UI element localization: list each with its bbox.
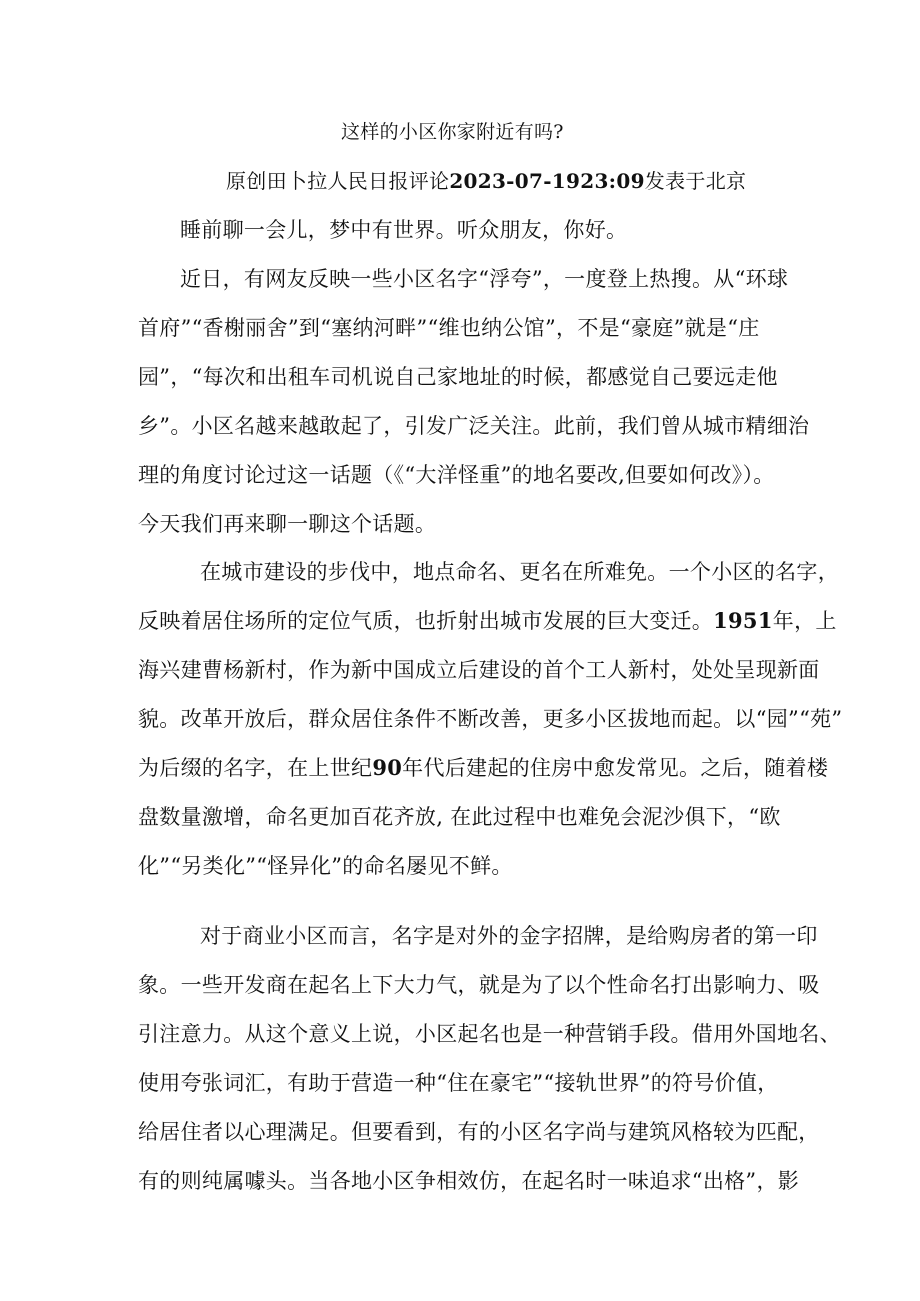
byline-source: 原创田卜拉人民日报评论 xyxy=(226,169,450,193)
paragraph-line: 对于商业小区而言，名字是对外的金字招牌，是给购房者的第一印 xyxy=(200,924,818,948)
paragraph-line: 盘数量激增，命名更加百花齐放, 在此过程中也难免会泥沙俱下，“欧 xyxy=(138,805,781,829)
byline-location: 发表于北京 xyxy=(644,169,747,193)
paragraph-line: 乡”。小区名越来越敢起了，引发广泛关注。此前，我们曾从城市精细治 xyxy=(138,414,810,438)
paragraph-line: 引注意力。从这个意义上说，小区起名也是一种营销手段。借用外国地名、 xyxy=(138,1022,841,1046)
paragraph-line xyxy=(138,753,828,783)
article-title: 这样的小区你家附近有吗? xyxy=(341,121,564,143)
paragraph-line: 给居住者以心理满足。但要看到，有的小区名字尚与建筑风格较为匹配， xyxy=(138,1120,820,1144)
line-text: 反映着居住场所的定位气质，也折射出城市发展的巨大变迁。 xyxy=(138,609,714,633)
paragraph-line: 貌。改革开放后，群众居住条件不断改善，更多小区拔地而起。以“园”“苑” xyxy=(138,707,843,731)
byline-datetime: 2023-07-1923:09 xyxy=(449,169,645,193)
line-text: 年，上 xyxy=(772,609,837,633)
paragraph-line: 在城市建设的步伐中，地点命名、更名在所难免。一个小区的名字， xyxy=(200,560,839,584)
paragraph-line: 化”“另类化”“怪异化”的命名屡见不鲜。 xyxy=(138,854,513,878)
paragraph-line: 象。一些开发商在起名上下大力气，就是为了以个性命名打出影响力、吸 xyxy=(138,973,820,997)
line-text: 为后缀的名字，在上世纪 xyxy=(138,756,373,780)
paragraph-line: 海兴建曹杨新村，作为新中国成立后建设的首个工人新村，处处呈现新面 xyxy=(138,658,820,682)
paragraph-line: 使用夸张词汇，有助于营造一种“住在豪宅”“接轨世界”的符号价值， xyxy=(138,1071,779,1095)
paragraph-line: 今天我们再来聊一聊这个话题。 xyxy=(138,512,437,536)
paragraph-line xyxy=(138,606,837,636)
line-text: 年代后建起的住房中愈发常见。之后，随着楼 xyxy=(402,756,829,780)
paragraph-line: 近日，有网友反映一些小区名字“浮夸”，一度登上热搜。从“环球 xyxy=(180,267,789,291)
year-number: 1951 xyxy=(713,608,773,633)
greeting: 睡前聊一会儿，梦中有世界。听众朋友，你好。 xyxy=(180,218,628,242)
paragraph-line: 有的则纯属噱头。当各地小区争相效仿，在起名时一味追求“出格”，影 xyxy=(138,1169,800,1193)
paragraph-line: 理的角度讨论过这一话题（《“大洋怪重”的地名要改,但要如何改》）。 xyxy=(138,463,775,487)
paragraph-line: 园”，“每次和出租车司机说自己家地址的时候，都感觉自己要远走他 xyxy=(138,365,778,389)
decade-number: 90 xyxy=(372,755,403,780)
paragraph-line: 首府”“香榭丽舍”到“塞纳河畔”“维也纳公馆”，不是“豪庭”就是“庄 xyxy=(138,316,760,340)
article-byline xyxy=(226,166,746,196)
